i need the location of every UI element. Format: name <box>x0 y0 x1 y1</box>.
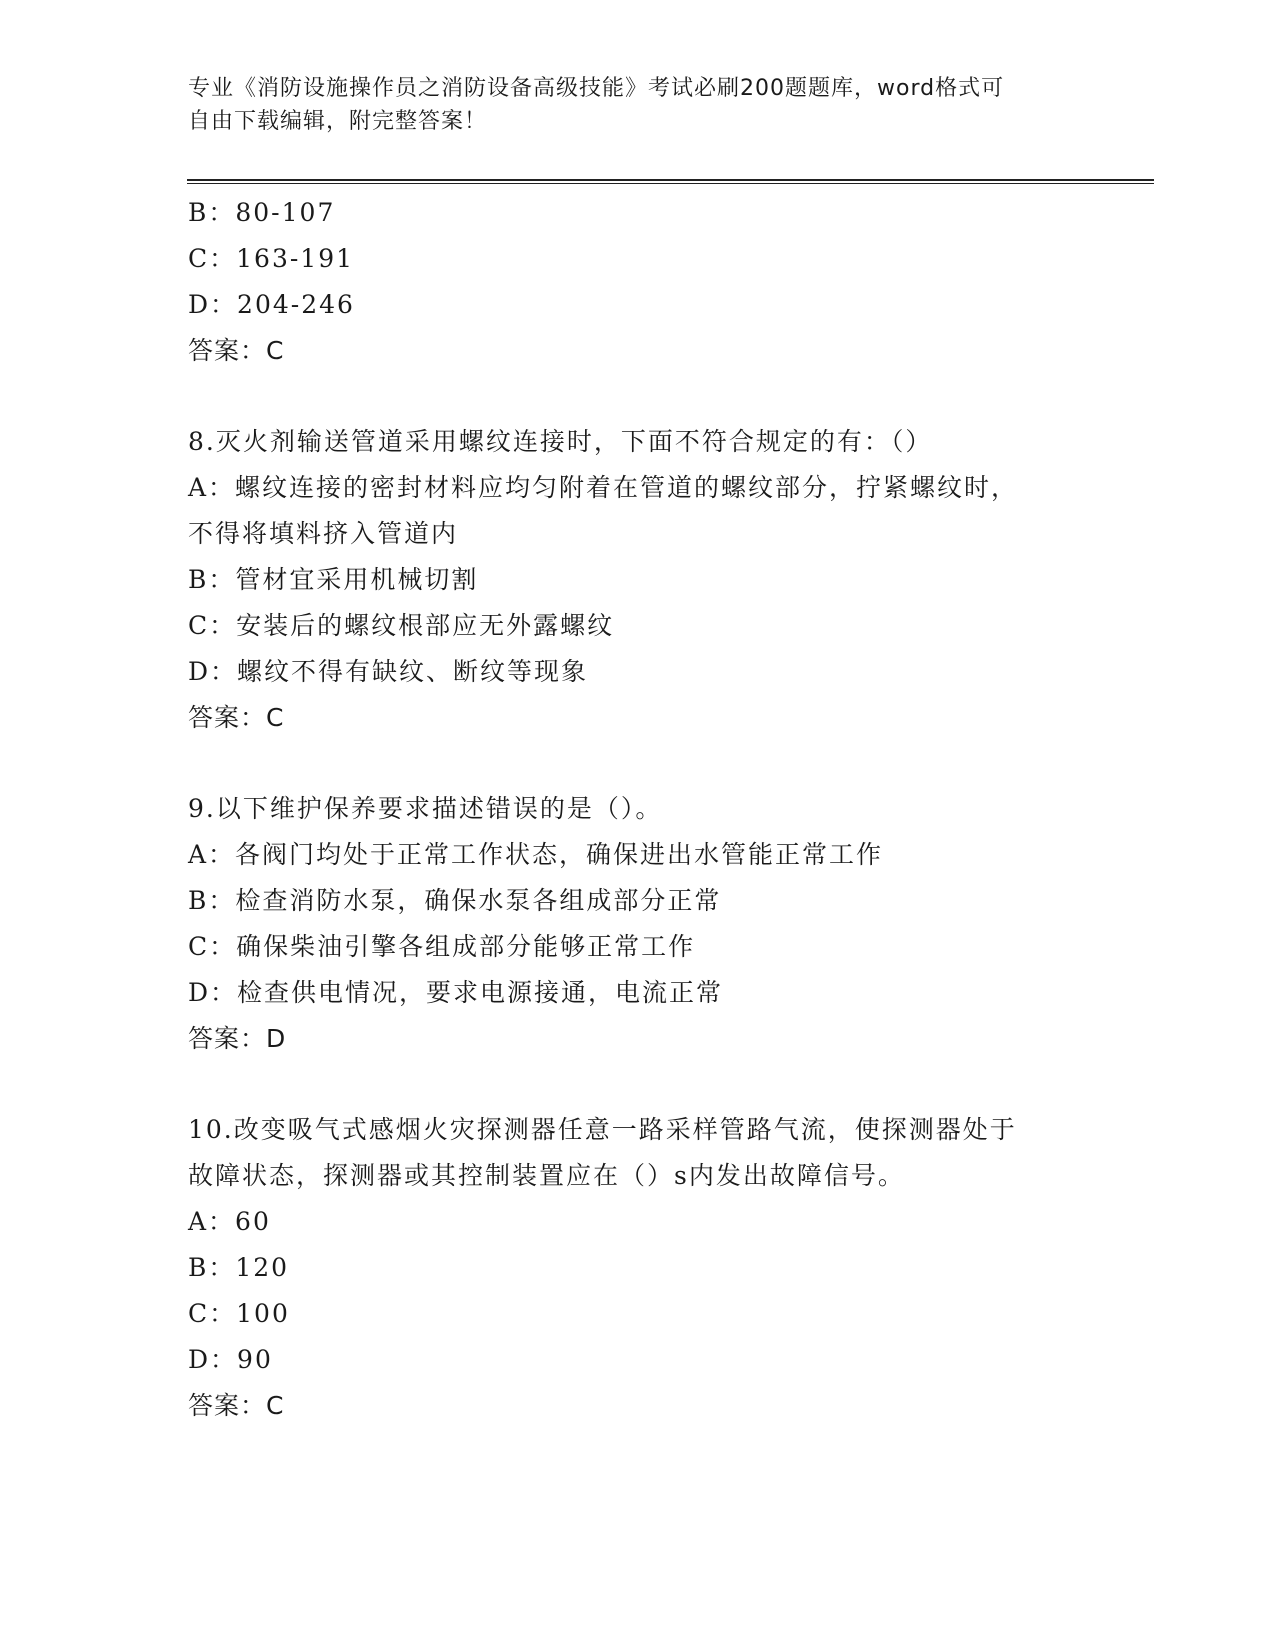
answer: 答案：C <box>188 336 285 365</box>
option-d: D：204-246 <box>188 290 355 319</box>
question-8 <box>188 419 1088 741</box>
option-b: B：检查消防水泵，确保水泵各组成部分正常 <box>188 886 722 915</box>
answer: 答案：C <box>188 1391 285 1420</box>
answer: 答案：C <box>188 703 285 732</box>
document-header <box>188 72 1088 138</box>
option-d: D：90 <box>188 1345 273 1374</box>
question-9 <box>188 786 1088 1062</box>
option-c: C：163-191 <box>188 244 355 273</box>
option-b: B：120 <box>188 1253 290 1282</box>
question-spacer <box>188 741 1088 786</box>
header-line-1: 专业《消防设施操作员之消防设备高级技能》考试必刷200题题库，word格式可 <box>188 76 1005 101</box>
option-d: D：螺纹不得有缺纹、断纹等现象 <box>188 657 589 686</box>
question-stem: 9.以下维护保养要求描述错误的是（）。 <box>188 794 663 823</box>
option-c: C：确保柴油引擎各组成部分能够正常工作 <box>188 932 696 961</box>
option-a-continued: 不得将填料挤入管道内 <box>188 519 459 548</box>
option-c: C：安装后的螺纹根部应无外露螺纹 <box>188 611 615 640</box>
option-b: B：80-107 <box>188 198 336 227</box>
question-spacer <box>188 374 1088 419</box>
header-divider-thin <box>187 183 1154 184</box>
question-list <box>188 190 1088 1429</box>
option-b: B：管材宜采用机械切割 <box>188 565 479 594</box>
option-a: A：各阀门均处于正常工作状态，确保进出水管能正常工作 <box>188 840 884 869</box>
question-10 <box>188 1107 1088 1429</box>
option-d: D：检查供电情况，要求电源接通，电流正常 <box>188 978 724 1007</box>
header-line-2: 自由下载编辑，附完整答案！ <box>188 109 488 134</box>
question-stem: 8.灭火剂输送管道采用螺纹连接时，下面不符合规定的有：（） <box>188 427 933 456</box>
header-divider-thick <box>187 179 1154 181</box>
question-stem-continued: 故障状态，探测器或其控制装置应在（）s内发出故障信号。 <box>188 1161 905 1190</box>
question-7-continued <box>188 190 1088 374</box>
option-a: A：螺纹连接的密封材料应均匀附着在管道的螺纹部分，拧紧螺纹时， <box>188 473 1019 502</box>
answer: 答案：D <box>188 1024 287 1053</box>
option-a: A：60 <box>188 1207 271 1236</box>
option-c: C：100 <box>188 1299 290 1328</box>
question-spacer <box>188 1062 1088 1107</box>
question-stem: 10.改变吸气式感烟火灾探测器任意一路采样管路气流，使探测器处于 <box>188 1115 1017 1144</box>
